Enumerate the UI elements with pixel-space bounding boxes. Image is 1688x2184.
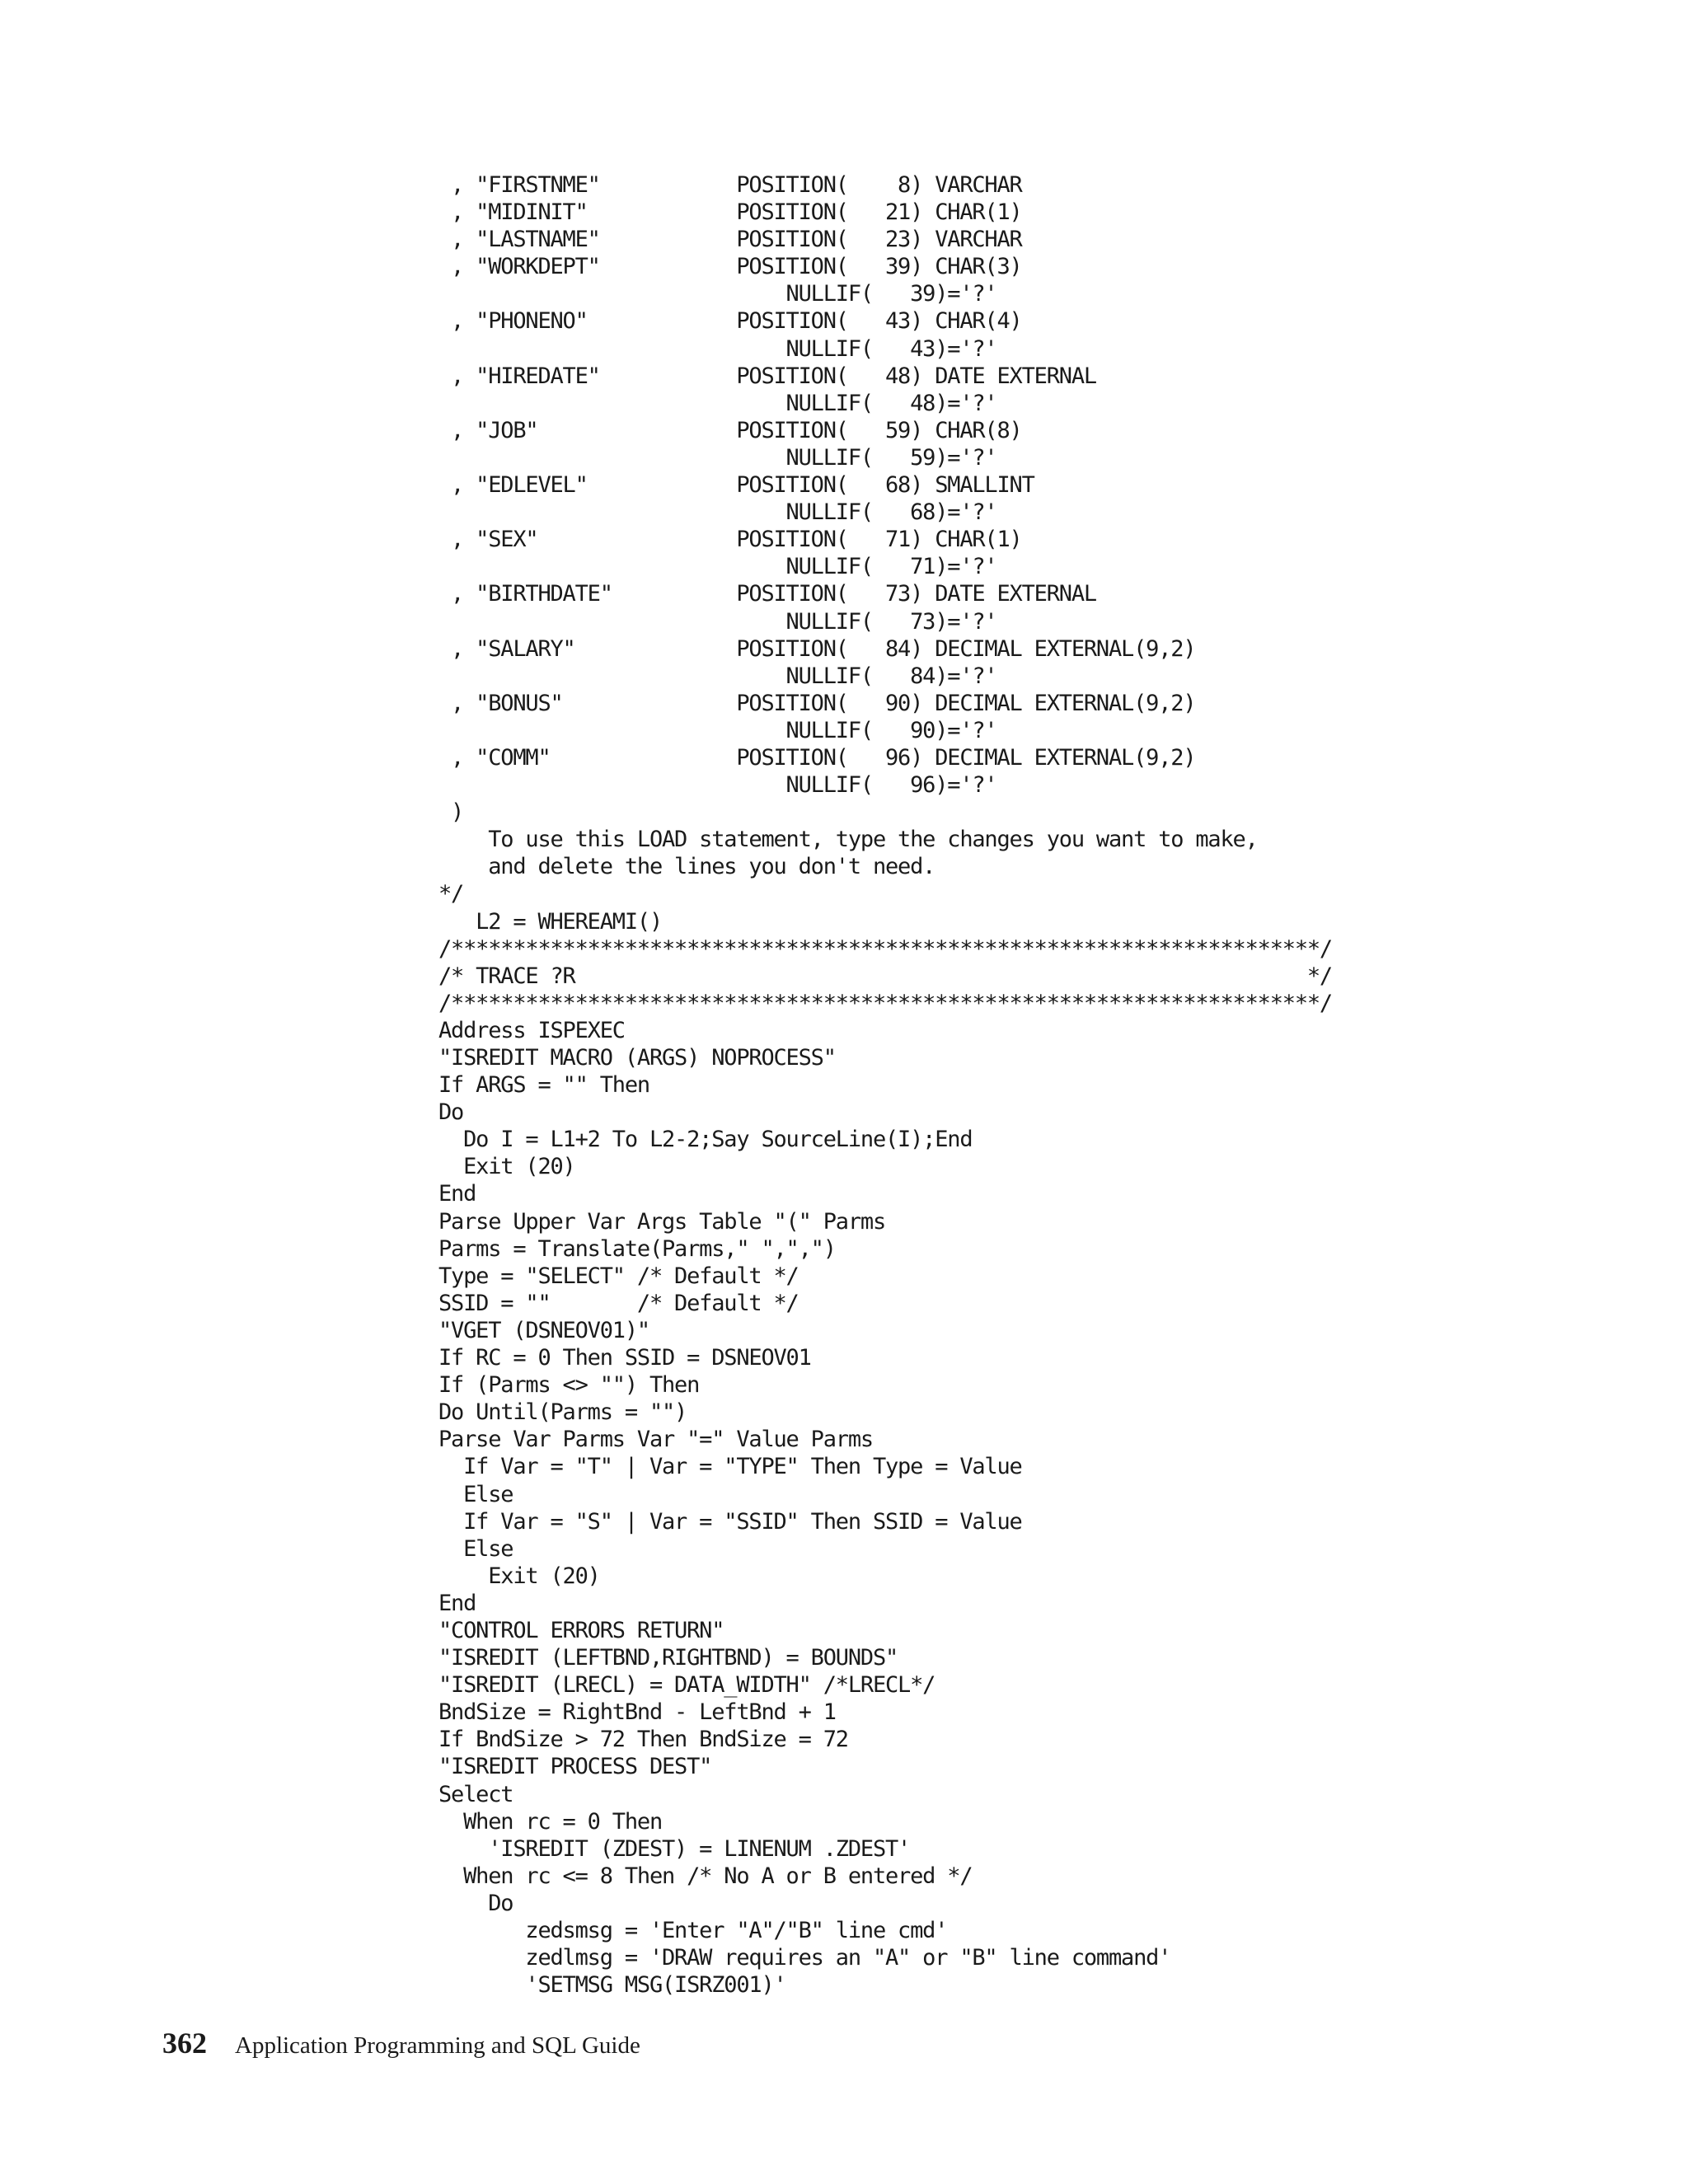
code-line: , "FIRSTNME" POSITION( 8) VARCHAR bbox=[438, 172, 1022, 198]
code-line: zedlmsg = 'DRAW requires an "A" or "B" line command' bbox=[438, 1945, 1171, 1971]
code-line: SSID = "" /* Default */ bbox=[438, 1290, 799, 1316]
code-line: NULLIF( 90)='?' bbox=[438, 717, 997, 743]
code-line: , "PHONENO" POSITION( 43) CHAR(4) bbox=[438, 308, 1022, 335]
code-line: If Var = "T" | Var = "TYPE" Then Type = Value bbox=[438, 1454, 1022, 1480]
code-line: NULLIF( 96)='?' bbox=[438, 772, 997, 799]
code-line: Address ISPEXEC bbox=[438, 1017, 625, 1043]
code-line: To use this LOAD statement, type the changes you want to make, bbox=[438, 827, 1258, 853]
code-line: "CONTROL ERRORS RETURN" bbox=[438, 1617, 724, 1643]
code-line: "ISREDIT MACRO (ARGS) NOPROCESS" bbox=[438, 1045, 836, 1071]
code-line: /* TRACE ?R */ bbox=[438, 963, 1332, 989]
code-line: Exit (20) bbox=[438, 1154, 575, 1180]
code-line: NULLIF( 71)='?' bbox=[438, 554, 997, 580]
code-line: Do bbox=[438, 1099, 464, 1126]
code-line: NULLIF( 43)='?' bbox=[438, 335, 997, 362]
code-line: NULLIF( 39)='?' bbox=[438, 281, 997, 307]
code-line: /**********************************************************************/ bbox=[438, 990, 1332, 1016]
code-line: and delete the lines you don't need. bbox=[438, 854, 935, 880]
code-line: "ISREDIT (LRECL) = DATA_WIDTH" /*LRECL*/ bbox=[438, 1672, 935, 1699]
code-line: Exit (20) bbox=[438, 1563, 600, 1589]
code-line: If BndSize > 72 Then BndSize = 72 bbox=[438, 1727, 848, 1753]
code-line: "VGET (DSNEOV01)" bbox=[438, 1317, 649, 1343]
code-line: , "MIDINIT" POSITION( 21) CHAR(1) bbox=[438, 199, 1022, 226]
code-line: End bbox=[438, 1590, 476, 1616]
code-line: If Var = "S" | Var = "SSID" Then SSID = Value bbox=[438, 1508, 1022, 1535]
code-line: Parse Upper Var Args Table "(" Parms bbox=[438, 1208, 885, 1235]
code-line: "ISREDIT PROCESS DEST" bbox=[438, 1754, 712, 1780]
code-line: Else bbox=[438, 1481, 513, 1507]
page-footer bbox=[162, 2026, 640, 2060]
code-line: , "LASTNAME" POSITION( 23) VARCHAR bbox=[438, 227, 1022, 253]
code-line: Do Until(Parms = "") bbox=[438, 1399, 687, 1426]
code-line: "ISREDIT (LEFTBND,RIGHTBND) = BOUNDS" bbox=[438, 1645, 898, 1671]
code-line: NULLIF( 48)='?' bbox=[438, 390, 997, 416]
code-line: , "JOB" POSITION( 59) CHAR(8) bbox=[438, 417, 1022, 443]
code-line: */ bbox=[438, 881, 464, 907]
code-line: NULLIF( 68)='?' bbox=[438, 499, 997, 526]
code-line: , "SALARY" POSITION( 84) DECIMAL EXTERNAL(9,2) bbox=[438, 635, 1196, 662]
code-line: When rc <= 8 Then /* No A or B entered */ bbox=[438, 1863, 973, 1889]
code-line: , "BIRTHDATE" POSITION( 73) DATE EXTERNAL bbox=[438, 581, 1096, 607]
page-number: 362 bbox=[162, 2027, 207, 2060]
code-line: Select bbox=[438, 1781, 513, 1807]
code-line: Do I = L1+2 To L2-2;Say SourceLine(I);End bbox=[438, 1127, 973, 1153]
code-line: NULLIF( 84)='?' bbox=[438, 663, 997, 689]
code-line: zedsmsg = 'Enter "A"/"B" line cmd' bbox=[438, 1918, 948, 1943]
code-line: , "HIREDATE" POSITION( 48) DATE EXTERNAL bbox=[438, 363, 1096, 389]
code-line: Do bbox=[438, 1890, 513, 1916]
code-line: , "COMM" POSITION( 96) DECIMAL EXTERNAL(9,2) bbox=[438, 744, 1196, 771]
code-line: ) bbox=[438, 799, 464, 826]
code-line: Type = "SELECT" /* Default */ bbox=[438, 1263, 799, 1289]
code-line: If ARGS = "" Then bbox=[438, 1072, 649, 1099]
code-line: If RC = 0 Then SSID = DSNEOV01 bbox=[438, 1345, 811, 1371]
code-line: NULLIF( 59)='?' bbox=[438, 444, 997, 471]
code-line: L2 = WHEREAMI() bbox=[438, 908, 662, 935]
code-line: Parse Var Parms Var "=" Value Parms bbox=[438, 1427, 873, 1453]
code-line: 'SETMSG MSG(ISRZ001)' bbox=[438, 1972, 786, 1999]
code-line: 'ISREDIT (ZDEST) = LINENUM .ZDEST' bbox=[438, 1835, 911, 1862]
code-line: , "SEX" POSITION( 71) CHAR(1) bbox=[438, 527, 1022, 553]
code-line: /**********************************************************************/ bbox=[438, 935, 1332, 962]
book-title: Application Programming and SQL Guide bbox=[235, 2032, 640, 2059]
code-line: If (Parms <> "") Then bbox=[438, 1372, 700, 1399]
code-line: When rc = 0 Then bbox=[438, 1808, 662, 1835]
code-line: Parms = Translate(Parms," ",",") bbox=[438, 1235, 836, 1262]
code-line: , "EDLEVEL" POSITION( 68) SMALLINT bbox=[438, 472, 1034, 499]
code-line: NULLIF( 73)='?' bbox=[438, 608, 997, 635]
code-line: BndSize = RightBnd - LeftBnd + 1 bbox=[438, 1699, 836, 1726]
code-line: , "BONUS" POSITION( 90) DECIMAL EXTERNAL(9,2) bbox=[438, 690, 1196, 716]
code-line: End bbox=[438, 1181, 476, 1207]
code-line: , "WORKDEPT" POSITION( 39) CHAR(3) bbox=[438, 254, 1022, 280]
code-listing bbox=[438, 171, 1332, 1999]
code-line: Else bbox=[438, 1535, 513, 1562]
